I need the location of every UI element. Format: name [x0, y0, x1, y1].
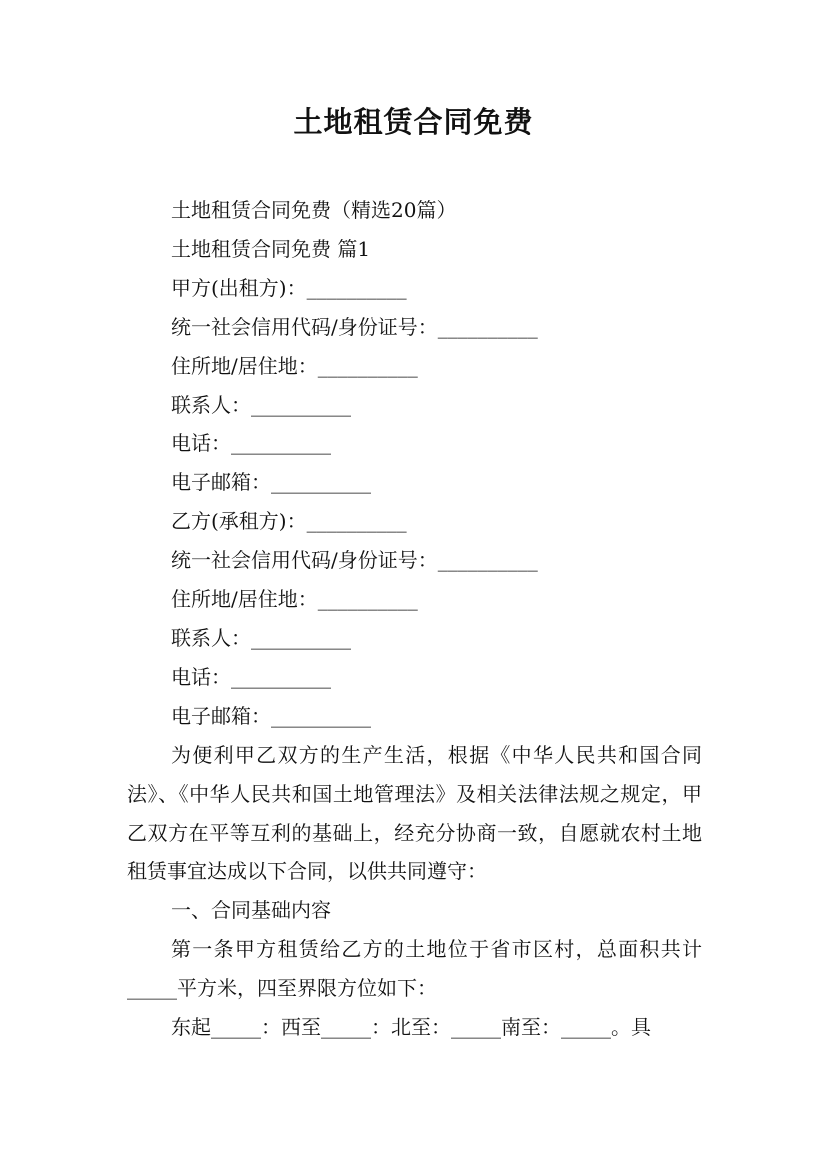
party-b-email-line: 电子邮箱：__________ — [171, 703, 371, 728]
subtitle-line: 土地租赁合同免费（精选20篇） — [171, 198, 457, 222]
party-a-email-line: 电子邮箱：__________ — [171, 470, 371, 495]
party-b-id-line: 统一社会信用代码/身份证号：__________ — [171, 548, 538, 573]
party-b-address-line: 住所地/居住地：__________ — [171, 587, 418, 612]
party-a-address-line: 住所地/居住地：__________ — [171, 353, 418, 378]
section-label-line: 土地租赁合同免费 篇1 — [171, 236, 371, 261]
document-body — [127, 191, 702, 1047]
party-b-name-line: 乙方(承租方)：__________ — [171, 509, 407, 534]
preamble-paragraph: 为便利甲乙双方的生产生活，根据《中华人民共和国合同法》、《中华人民共和国土地管理法》及相关法律法规之规定，甲乙双方在平等互利的基础上，经充分协商一致，自愿就农村土地租赁事宜达成以下合同，以供共同遵守： — [127, 742, 702, 884]
party-a-contact-line: 联系人：__________ — [171, 392, 351, 417]
party-a-phone-line: 电话：__________ — [171, 431, 331, 456]
party-a-id-line: 统一社会信用代码/身份证号：__________ — [171, 314, 538, 339]
article-1-paragraph: 第一条甲方租赁给乙方的土地位于省市区村，总面积共计_____平方米，四至界限方位如下： — [127, 937, 702, 1001]
party-b-contact-line: 联系人：__________ — [171, 625, 351, 650]
section-heading: 一、合同基础内容 — [171, 898, 331, 923]
boundary-paragraph: 东起_____：西至_____：北至：_____南至：_____。具 — [171, 1015, 651, 1040]
party-b-phone-line: 电话：__________ — [171, 664, 331, 689]
document-title: 土地租赁合同免费 — [293, 105, 534, 139]
party-a-name-line: 甲方(出租方)：__________ — [171, 275, 407, 300]
